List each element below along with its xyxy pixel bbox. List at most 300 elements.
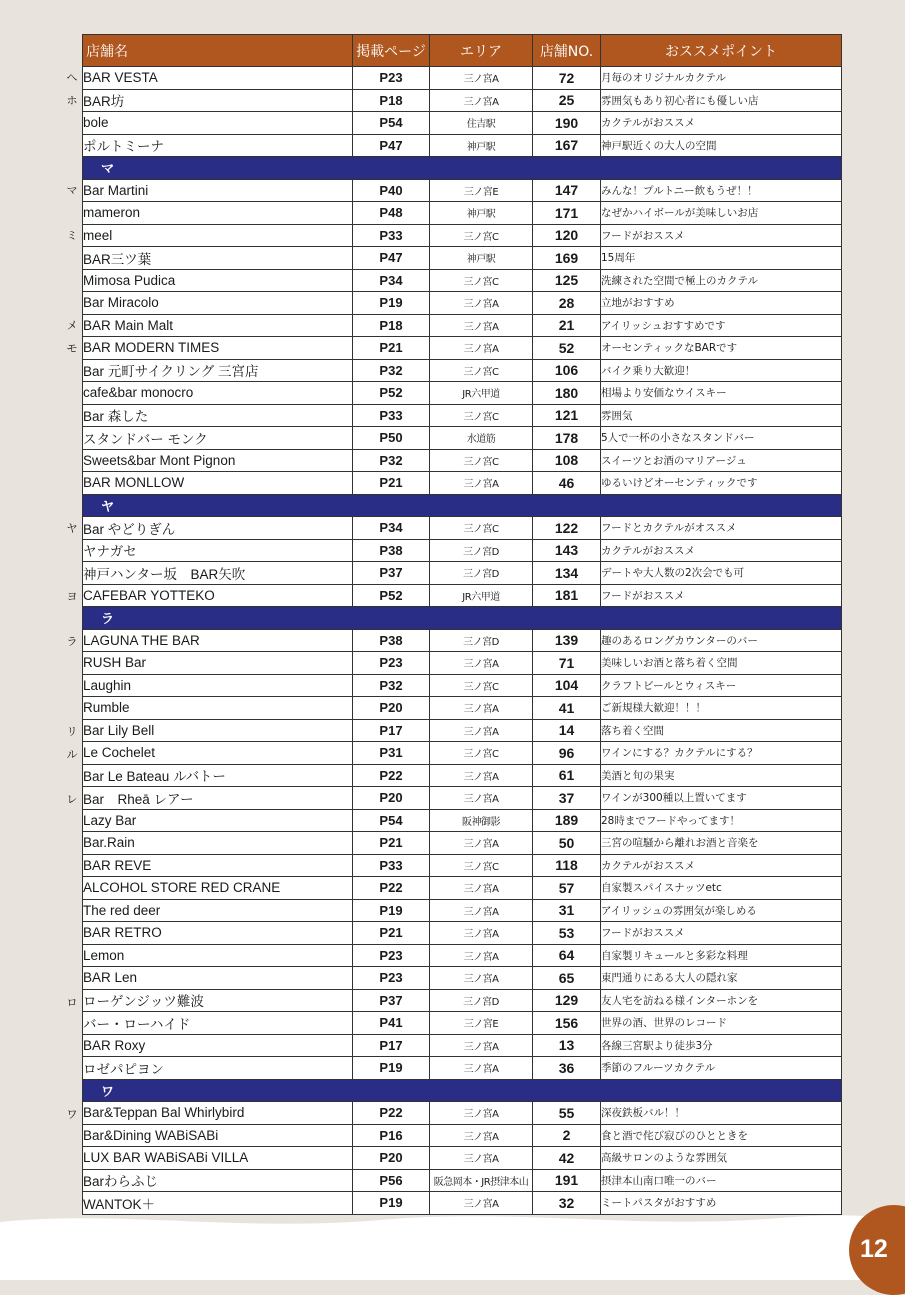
area: 神戸駅: [430, 202, 533, 225]
shop-number: 42: [533, 1147, 601, 1170]
kana-index-marker: へ: [66, 71, 78, 84]
page-ref: P56: [353, 1169, 430, 1192]
area: 三ノ宮A: [430, 1147, 533, 1170]
area: 三ノ宮C: [430, 359, 533, 382]
shop-name: ALCOHOL STORE RED CRANE: [83, 877, 353, 900]
page-ref: P19: [353, 1057, 430, 1080]
area: 三ノ宮D: [430, 629, 533, 652]
area: 三ノ宮A: [430, 67, 533, 90]
shop-name: ヤナガセ: [83, 539, 353, 562]
shop-name: BAR REVE: [83, 854, 353, 877]
shop-name: ローゲンジッツ難波: [83, 989, 353, 1012]
kana-index-marker: ミ: [66, 228, 78, 242]
shop-number: 31: [533, 899, 601, 922]
recommend-point: 季節のフルーツカクテル: [601, 1057, 842, 1080]
table-row: [83, 539, 842, 562]
table-row: [83, 202, 842, 225]
table-row: [83, 292, 842, 315]
area: 神戸駅: [430, 134, 533, 157]
table-row: [83, 584, 842, 607]
page-ref: P17: [353, 719, 430, 742]
table-row: [83, 517, 842, 540]
shop-number: 190: [533, 112, 601, 135]
shop-number: 61: [533, 764, 601, 787]
shop-name: Bar やどりぎん: [83, 517, 353, 540]
shop-name: Lazy Bar: [83, 809, 353, 832]
shop-name: Mimosa Pudica: [83, 269, 353, 292]
recommend-point: 東門通りにある大人の隠れ家: [601, 967, 842, 990]
shop-number: 169: [533, 247, 601, 270]
shop-number: 104: [533, 674, 601, 697]
area: 三ノ宮A: [430, 314, 533, 337]
kana-index-marker: リ: [66, 724, 78, 738]
recommend-point: フードとカクテルがオススメ: [601, 517, 842, 540]
page-ref: P31: [353, 742, 430, 765]
section-header-cell: [83, 607, 842, 630]
table-row: [83, 337, 842, 360]
area: 三ノ宮A: [430, 944, 533, 967]
page-ref: P54: [353, 112, 430, 135]
page-ref: P20: [353, 1147, 430, 1170]
section-header-row: [83, 607, 842, 630]
recommend-point: オーセンティックなBARです: [601, 337, 842, 360]
shop-number: 147: [533, 179, 601, 202]
page-ref: P21: [353, 472, 430, 495]
shop-number: 64: [533, 944, 601, 967]
recommend-point: 食と酒で侘び寂びのひとときを: [601, 1124, 842, 1147]
page-ref: P47: [353, 247, 430, 270]
header-shop-no: 店舗NO.: [533, 35, 601, 67]
recommend-point: 相場より安価なウイスキー: [601, 382, 842, 405]
shop-name: BAR Len: [83, 967, 353, 990]
shop-name: Bar Martini: [83, 179, 353, 202]
section-header-row: [83, 494, 842, 517]
area: 三ノ宮D: [430, 562, 533, 585]
table-row: [83, 989, 842, 1012]
area: 三ノ宮C: [430, 224, 533, 247]
shop-name: Le Cochelet: [83, 742, 353, 765]
shop-number: 96: [533, 742, 601, 765]
shop-number: 120: [533, 224, 601, 247]
section-header-row: [83, 1079, 842, 1102]
area: 三ノ宮E: [430, 179, 533, 202]
shop-number: 189: [533, 809, 601, 832]
shop-number: 46: [533, 472, 601, 495]
page-ref: P32: [353, 359, 430, 382]
area: 三ノ宮C: [430, 404, 533, 427]
table-row: [83, 179, 842, 202]
recommend-point: 友人宅を訪ねる様インターホンを: [601, 989, 842, 1012]
kana-index-marker: ロ: [66, 995, 78, 1009]
page-ref: P41: [353, 1012, 430, 1035]
recommend-point: 雰囲気: [601, 404, 842, 427]
recommend-point: ゆるいけどオーセンティックです: [601, 472, 842, 495]
shop-name: mameron: [83, 202, 353, 225]
header-shop-name: 店舗名: [83, 35, 353, 67]
area: 三ノ宮A: [430, 832, 533, 855]
section-label: ワ: [101, 1084, 115, 1100]
shop-name: bole: [83, 112, 353, 135]
shop-number: 72: [533, 67, 601, 90]
table-row: [83, 922, 842, 945]
table-row: [83, 1034, 842, 1057]
table-row: [83, 1102, 842, 1125]
area: 三ノ宮A: [430, 337, 533, 360]
recommend-point: 深夜鉄板バル！！: [601, 1102, 842, 1125]
shop-number: 143: [533, 539, 601, 562]
page-ref: P19: [353, 899, 430, 922]
recommend-point: 三宮の喧騒から離れお酒と音楽を: [601, 832, 842, 855]
table-row: [83, 314, 842, 337]
area: 三ノ宮A: [430, 764, 533, 787]
page-ref: P50: [353, 427, 430, 450]
shop-name: BAR VESTA: [83, 67, 353, 90]
shop-number: 108: [533, 449, 601, 472]
shop-number: 36: [533, 1057, 601, 1080]
recommend-point: フードがおススメ: [601, 224, 842, 247]
page-ref: P19: [353, 1192, 430, 1215]
page-ref: P32: [353, 449, 430, 472]
table-row: [83, 404, 842, 427]
page-ref: P22: [353, 877, 430, 900]
area: 住吉駅: [430, 112, 533, 135]
area: 三ノ宮C: [430, 742, 533, 765]
page-ref: P17: [353, 1034, 430, 1057]
area: 三ノ宮D: [430, 989, 533, 1012]
page-ref: P21: [353, 337, 430, 360]
shop-number: 65: [533, 967, 601, 990]
recommend-point: 雰囲気もあり初心者にも優しい店: [601, 89, 842, 112]
recommend-point: 自家製スパイスナッツetc: [601, 877, 842, 900]
shop-name: RUSH Bar: [83, 652, 353, 675]
table-row: [83, 224, 842, 247]
area: 三ノ宮C: [430, 449, 533, 472]
page-ref: P54: [353, 809, 430, 832]
area: 三ノ宮A: [430, 697, 533, 720]
page-ref: P52: [353, 584, 430, 607]
table-row: [83, 1192, 842, 1215]
page-ref: P32: [353, 674, 430, 697]
shop-name: BAR三ツ葉: [83, 247, 353, 270]
shop-name: Bar Lily Bell: [83, 719, 353, 742]
shop-name: スタンドバー モンク: [83, 427, 353, 450]
shop-number: 2: [533, 1124, 601, 1147]
bar-directory-table: [82, 34, 842, 1215]
recommend-point: ご新規様大歓迎！！！: [601, 697, 842, 720]
page-ref: P34: [353, 269, 430, 292]
recommend-point: ミートパスタがおすすめ: [601, 1192, 842, 1215]
shop-number: 13: [533, 1034, 601, 1057]
recommend-point: 28時までフードやってます！: [601, 809, 842, 832]
table-row: [83, 427, 842, 450]
page-ref: P33: [353, 854, 430, 877]
area: 三ノ宮E: [430, 1012, 533, 1035]
recommend-point: 世界の酒、世界のレコード: [601, 1012, 842, 1035]
table-row: [83, 787, 842, 810]
table-row: [83, 967, 842, 990]
section-label: ヤ: [101, 499, 115, 515]
shop-name: BAR RETRO: [83, 922, 353, 945]
recommend-point: 落ち着く空間: [601, 719, 842, 742]
shop-name: BAR Main Malt: [83, 314, 353, 337]
area: 三ノ宮A: [430, 719, 533, 742]
recommend-point: カクテルがおススメ: [601, 112, 842, 135]
shop-name: バー・ローハイド: [83, 1012, 353, 1035]
recommend-point: デートや大人数の2次会でも可: [601, 562, 842, 585]
shop-number: 171: [533, 202, 601, 225]
shop-name: Barわらふじ: [83, 1169, 353, 1192]
recommend-point: スイーツとお酒のマリアージュ: [601, 449, 842, 472]
recommend-point: クラフトビールとウィスキー: [601, 674, 842, 697]
recommend-point: 神戸駅近くの大人の空間: [601, 134, 842, 157]
kana-index-marker: ワ: [66, 1108, 78, 1122]
section-header-cell: [83, 1079, 842, 1102]
shop-name: The red deer: [83, 899, 353, 922]
page-ref: P48: [353, 202, 430, 225]
table-row: [83, 1012, 842, 1035]
table-row: [83, 382, 842, 405]
recommend-point: 立地がおすすめ: [601, 292, 842, 315]
page-ref: P34: [353, 517, 430, 540]
shop-name: ロゼパピヨン: [83, 1057, 353, 1080]
page-ref: P23: [353, 652, 430, 675]
recommend-point: フードがおススメ: [601, 922, 842, 945]
shop-number: 28: [533, 292, 601, 315]
recommend-point: カクテルがおススメ: [601, 854, 842, 877]
recommend-point: 月毎のオリジナルカクテル: [601, 67, 842, 90]
page-ref: P33: [353, 224, 430, 247]
shop-number: 191: [533, 1169, 601, 1192]
shop-number: 139: [533, 629, 601, 652]
page-ref: P16: [353, 1124, 430, 1147]
page-ref: P23: [353, 67, 430, 90]
page-ref: P52: [353, 382, 430, 405]
table-row: [83, 832, 842, 855]
shop-number: 181: [533, 584, 601, 607]
recommend-point: フードがおススメ: [601, 584, 842, 607]
shop-number: 118: [533, 854, 601, 877]
shop-number: 180: [533, 382, 601, 405]
kana-index-marker: モ: [66, 341, 78, 355]
shop-number: 106: [533, 359, 601, 382]
page-ref: P18: [353, 314, 430, 337]
shop-name: Lemon: [83, 944, 353, 967]
shop-number: 50: [533, 832, 601, 855]
page-ref: P40: [353, 179, 430, 202]
recommend-point: アイリッシュおすすめです: [601, 314, 842, 337]
table-row: [83, 877, 842, 900]
shop-name: Bar Rheā レアー: [83, 787, 353, 810]
table-row: [83, 449, 842, 472]
shop-number: 178: [533, 427, 601, 450]
shop-number: 134: [533, 562, 601, 585]
shop-name: BAR坊: [83, 89, 353, 112]
area: 三ノ宮C: [430, 269, 533, 292]
shop-number: 129: [533, 989, 601, 1012]
recommend-point: みんな！プルトニー飲もうぜ！！: [601, 179, 842, 202]
page-ref: P23: [353, 944, 430, 967]
area: 三ノ宮A: [430, 1057, 533, 1080]
section-header-cell: [83, 157, 842, 180]
shop-number: 25: [533, 89, 601, 112]
shop-name: Bar&Dining WABiSABi: [83, 1124, 353, 1147]
kana-index-marker: マ: [66, 183, 78, 197]
page-ref: P22: [353, 1102, 430, 1125]
recommend-point: ワインにする？カクテルにする？: [601, 742, 842, 765]
table-row: [83, 719, 842, 742]
recommend-point: 15周年: [601, 247, 842, 270]
table-row: [83, 944, 842, 967]
area: 三ノ宮C: [430, 674, 533, 697]
shop-name: 神戸ハンター坂 BAR矢吹: [83, 562, 353, 585]
table-row: [83, 674, 842, 697]
recommend-point: 美味しいお酒と落ち着く空間: [601, 652, 842, 675]
shop-name: Rumble: [83, 697, 353, 720]
shop-name: BAR MODERN TIMES: [83, 337, 353, 360]
table-row: [83, 809, 842, 832]
table-header-row: [83, 35, 842, 67]
table-row: [83, 854, 842, 877]
shop-name: LUX BAR WABiSABi VILLA: [83, 1147, 353, 1170]
table-row: [83, 1147, 842, 1170]
area: 三ノ宮A: [430, 787, 533, 810]
recommend-point: なぜかハイボールが美味しいお店: [601, 202, 842, 225]
shop-name: Bar 森した: [83, 404, 353, 427]
area: 水道筋: [430, 427, 533, 450]
table-row: [83, 269, 842, 292]
area: 三ノ宮A: [430, 899, 533, 922]
shop-name: BAR Roxy: [83, 1034, 353, 1057]
table-row: [83, 112, 842, 135]
shop-name: Bar Miracolo: [83, 292, 353, 315]
area: 三ノ宮A: [430, 1034, 533, 1057]
table-row: [83, 899, 842, 922]
table-row: [83, 629, 842, 652]
area: 三ノ宮A: [430, 292, 533, 315]
table-row: [83, 697, 842, 720]
recommend-point: 各線三宮駅より徒歩3分: [601, 1034, 842, 1057]
shop-number: 37: [533, 787, 601, 810]
recommend-point: ワインが300種以上置いてます: [601, 787, 842, 810]
shop-name: ポルトミーナ: [83, 134, 353, 157]
shop-number: 41: [533, 697, 601, 720]
kana-index-marker: ヤ: [66, 522, 78, 535]
header-recommend-point: おススメポイント: [601, 35, 842, 67]
recommend-point: 高級サロンのような雰囲気: [601, 1147, 842, 1170]
page-ref: P37: [353, 562, 430, 585]
area: 三ノ宮C: [430, 854, 533, 877]
shop-number: 53: [533, 922, 601, 945]
shop-name: Bar 元町サイクリング 三宮店: [83, 359, 353, 382]
table-row: [83, 1169, 842, 1192]
recommend-point: カクテルがおススメ: [601, 539, 842, 562]
kana-index-marker: ヨ: [66, 589, 78, 603]
shop-name: cafe&bar monocro: [83, 382, 353, 405]
table-row: [83, 472, 842, 495]
kana-index-marker: メ: [66, 319, 78, 333]
page-ref: P21: [353, 832, 430, 855]
bottom-wave-decoration: [0, 1208, 905, 1280]
area: 三ノ宮A: [430, 1192, 533, 1215]
recommend-point: 趣のあるロングカウンターのバー: [601, 629, 842, 652]
area: 三ノ宮C: [430, 517, 533, 540]
area: 三ノ宮A: [430, 967, 533, 990]
page-ref: P20: [353, 697, 430, 720]
area: JR六甲道: [430, 584, 533, 607]
table-row: [83, 764, 842, 787]
kana-index-marker: ホ: [66, 93, 78, 107]
area: JR六甲道: [430, 382, 533, 405]
recommend-point: 洗練された空間で極上のカクテル: [601, 269, 842, 292]
table-row: [83, 89, 842, 112]
recommend-point: 美酒と旬の果実: [601, 764, 842, 787]
shop-name: Sweets&bar Mont Pignon: [83, 449, 353, 472]
shop-name: Bar.Rain: [83, 832, 353, 855]
area: 三ノ宮D: [430, 539, 533, 562]
table-row: [83, 247, 842, 270]
shop-number: 156: [533, 1012, 601, 1035]
shop-number: 32: [533, 1192, 601, 1215]
kana-index-marker: ラ: [66, 634, 78, 648]
section-label: マ: [101, 162, 115, 178]
section-label: ラ: [101, 612, 115, 628]
shop-number: 125: [533, 269, 601, 292]
page-ref: P37: [353, 989, 430, 1012]
header-page: 掲載ページ: [353, 35, 430, 67]
table-row: [83, 562, 842, 585]
shop-number: 14: [533, 719, 601, 742]
area: 阪急岡本・JR摂津本山: [430, 1169, 533, 1192]
shop-number: 167: [533, 134, 601, 157]
area: 阪神御影: [430, 809, 533, 832]
table-row: [83, 1057, 842, 1080]
page-ref: P38: [353, 629, 430, 652]
area: 三ノ宮A: [430, 652, 533, 675]
recommend-point: 5人で一杯の小さなスタンドバー: [601, 427, 842, 450]
recommend-point: アイリッシュの雰囲気が楽しめる: [601, 899, 842, 922]
area: 三ノ宮A: [430, 1102, 533, 1125]
shop-name: WANTOK＋: [83, 1192, 353, 1215]
shop-number: 57: [533, 877, 601, 900]
table-row: [83, 359, 842, 382]
shop-number: 122: [533, 517, 601, 540]
page-ref: P18: [353, 89, 430, 112]
header-area: エリア: [430, 35, 533, 67]
shop-name: CAFEBAR YOTTEKO: [83, 584, 353, 607]
kana-index-marker: ル: [66, 747, 78, 761]
shop-number: 71: [533, 652, 601, 675]
area: 神戸駅: [430, 247, 533, 270]
recommend-point: 摂津本山南口唯一のバー: [601, 1169, 842, 1192]
recommend-point: 自家製リキュールと多彩な料理: [601, 944, 842, 967]
shop-name: Laughin: [83, 674, 353, 697]
section-header-row: [83, 157, 842, 180]
kana-index-marker: レ: [66, 792, 78, 806]
page-ref: P19: [353, 292, 430, 315]
page-number: 12: [860, 1235, 888, 1263]
shop-number: 21: [533, 314, 601, 337]
area: 三ノ宮A: [430, 89, 533, 112]
section-header-cell: [83, 494, 842, 517]
shop-name: Bar&Teppan Bal Whirlybird: [83, 1102, 353, 1125]
page-ref: P23: [353, 967, 430, 990]
shop-name: Bar Le Bateau ルバトー: [83, 764, 353, 787]
table-row: [83, 742, 842, 765]
shop-number: 55: [533, 1102, 601, 1125]
page-ref: P33: [353, 404, 430, 427]
table-row: [83, 67, 842, 90]
page-ref: P22: [353, 764, 430, 787]
